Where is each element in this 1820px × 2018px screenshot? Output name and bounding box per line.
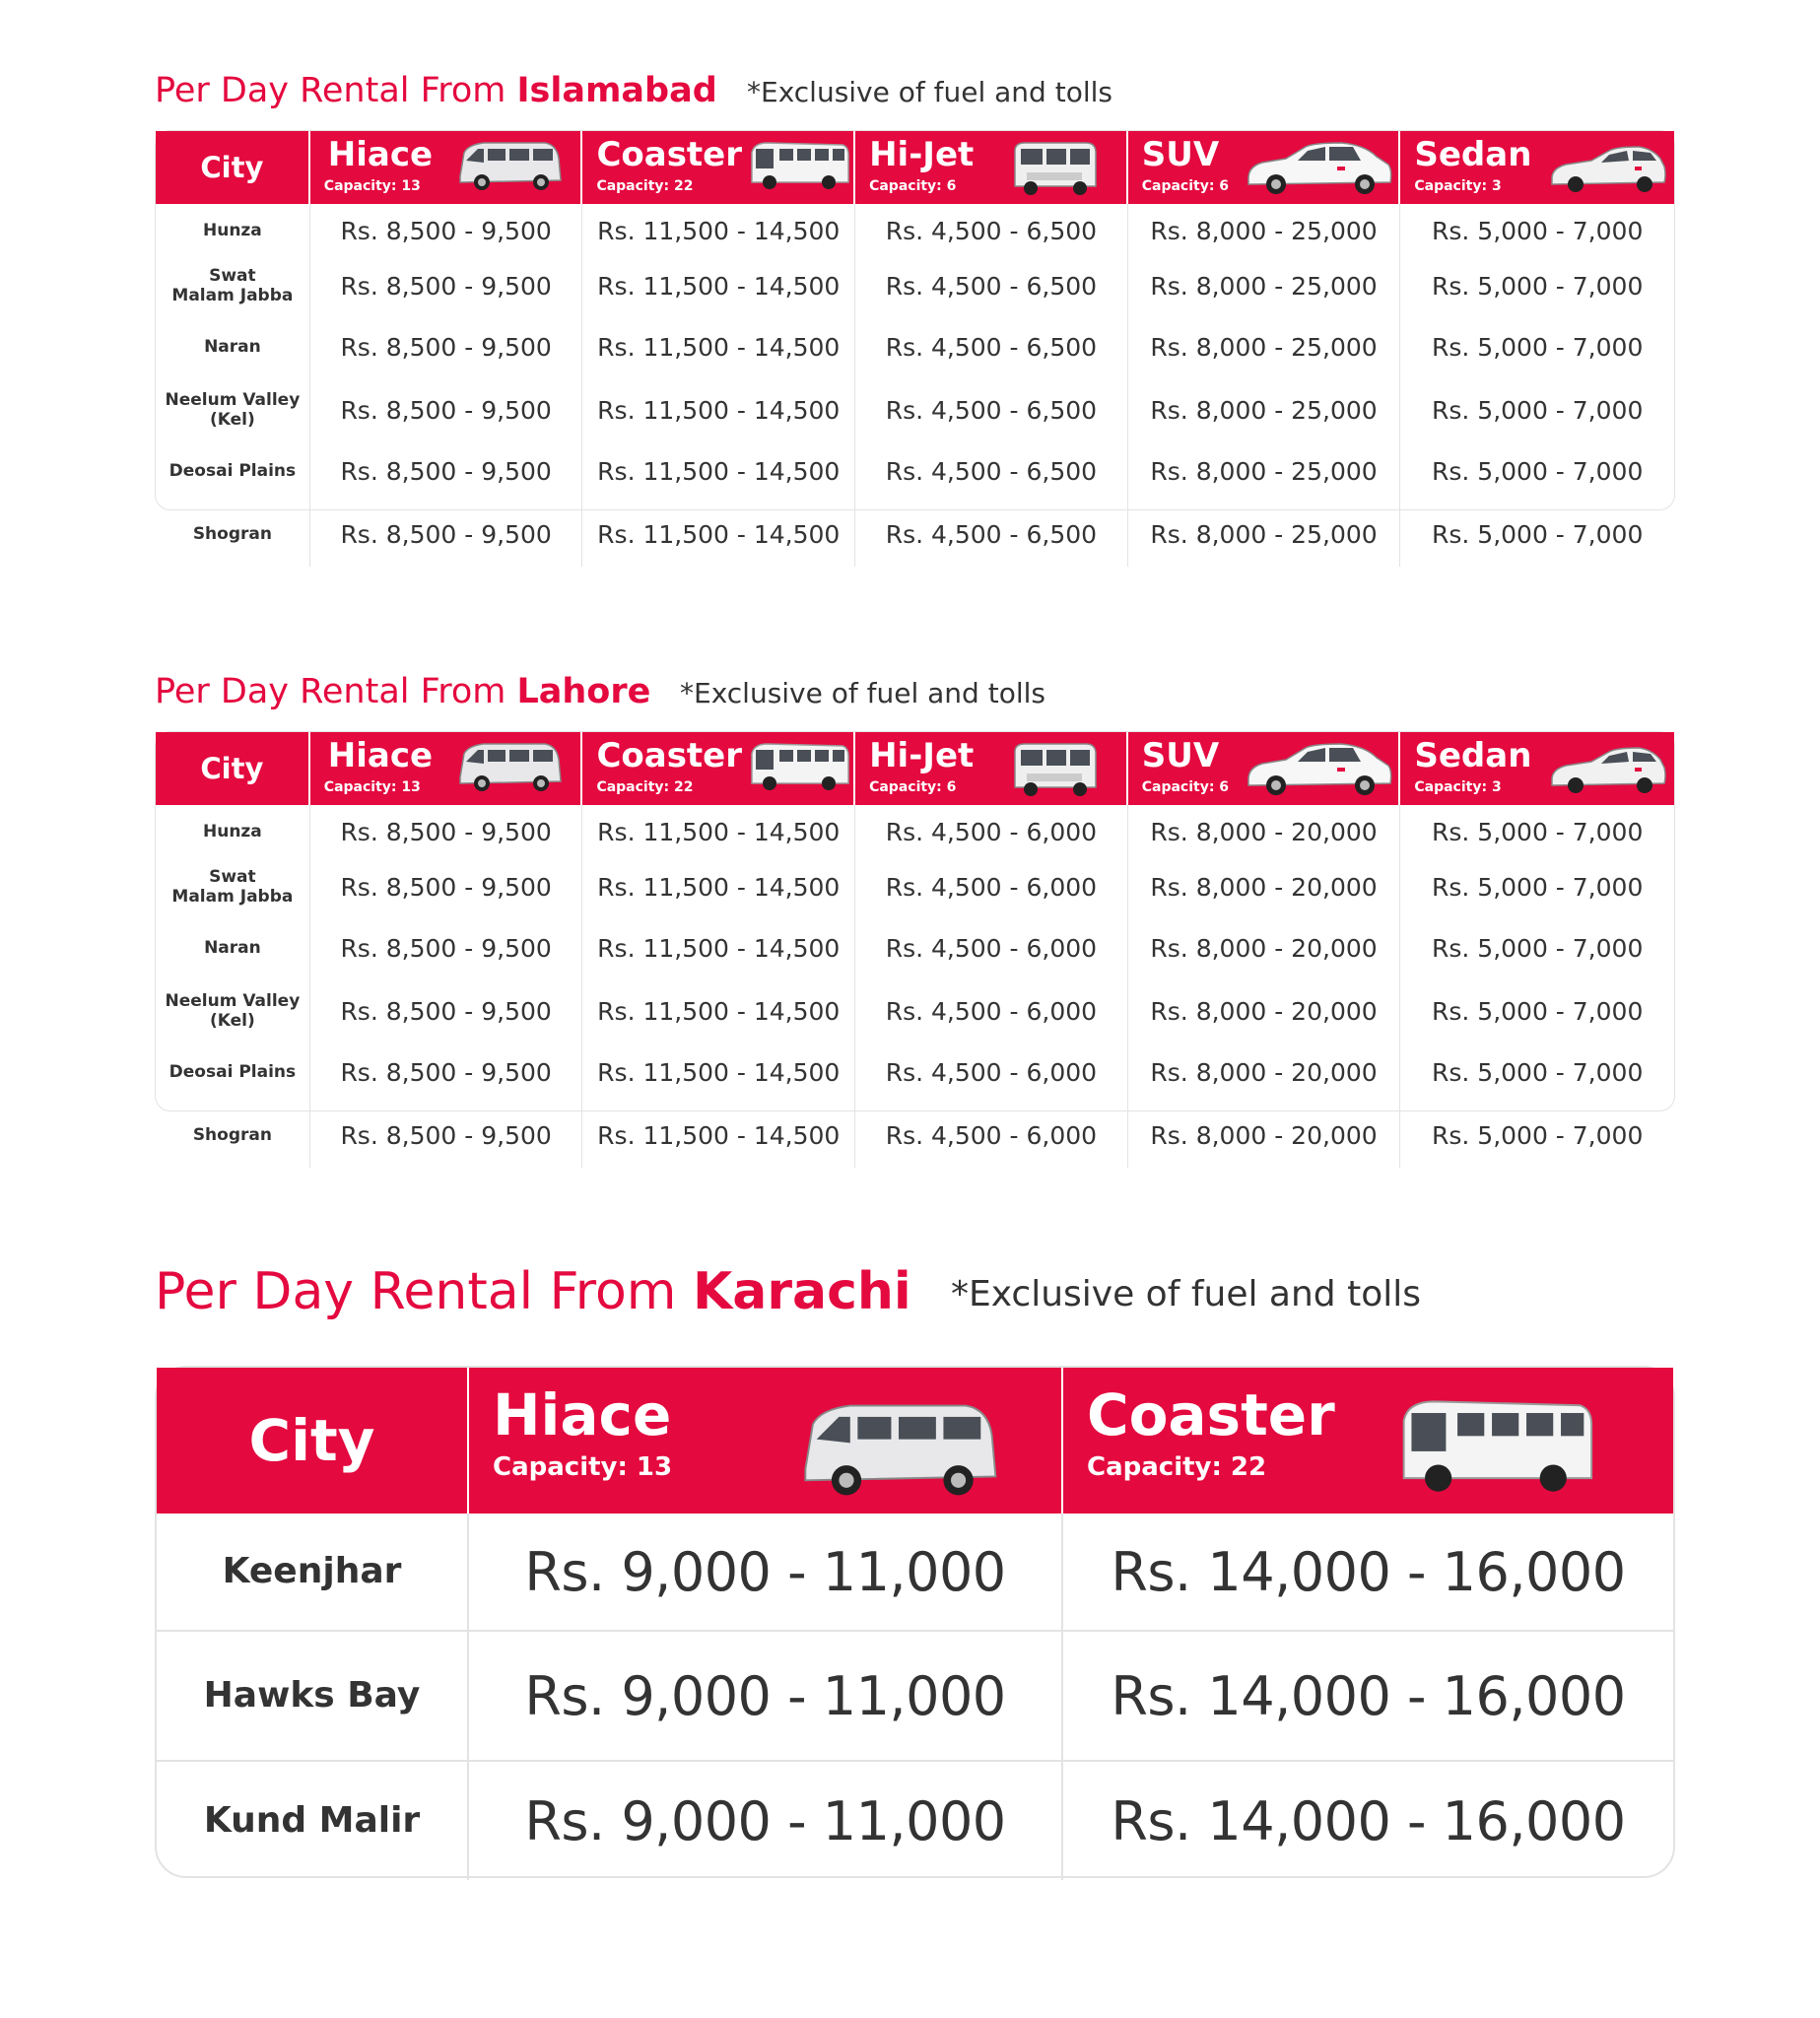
heading-city: Lahore: [516, 672, 651, 711]
price-cell: Rs. 4,500 - 6,500: [855, 204, 1128, 257]
city-header-label: City: [248, 1407, 375, 1474]
vehicle-header-coaster: [582, 732, 855, 805]
table-row: [156, 858, 1674, 915]
price-cell: Rs. 4,500 - 6,000: [855, 915, 1128, 980]
price-cell: Rs. 8,500 - 9,500: [310, 257, 583, 314]
table-row: [156, 204, 1674, 257]
vehicle-capacity: Capacity: 6: [1141, 779, 1230, 795]
suv-icon: [1243, 740, 1394, 799]
price-cell: Rs. 11,500 - 14,500: [582, 980, 855, 1042]
islamabad-section: [155, 59, 1675, 591]
price-cell: Rs. 8,000 - 25,000: [1128, 314, 1401, 379]
table-body: [157, 1514, 1673, 1880]
vehicle-header-suv: [1128, 131, 1401, 204]
table-row: [156, 915, 1674, 980]
price-cell: Rs. 11,500 - 14,500: [582, 858, 855, 915]
price-cell: Rs. 8,000 - 20,000: [1128, 858, 1401, 915]
city-header-label: City: [200, 752, 264, 785]
price-cell: Rs. 8,500 - 9,500: [310, 440, 583, 502]
price-cell: Rs. 8,500 - 9,500: [310, 980, 583, 1042]
price-cell: Rs. 4,500 - 6,500: [855, 440, 1128, 502]
vehicle-name: Hiace: [327, 736, 434, 775]
vehicle-capacity: Capacity: 22: [596, 178, 694, 194]
table-row: [157, 1760, 1673, 1880]
vehicle-name: Coaster: [596, 736, 743, 775]
heading-prefix: Per Day Rental From: [155, 672, 517, 711]
table-header: [156, 131, 1674, 204]
city-column-header: [157, 1368, 469, 1514]
vehicle-header-suv: [1128, 732, 1401, 805]
price-cell: Rs. 5,000 - 7,000: [1432, 456, 1644, 486]
price-cell: Rs. 8,000 - 20,000: [1128, 1103, 1401, 1168]
vehicle-name: Hi-Jet: [869, 736, 975, 775]
vehicle-capacity: Capacity: 13: [323, 779, 421, 795]
price-cell: Rs. 4,500 - 6,000: [855, 858, 1128, 915]
heading-city: Karachi: [692, 1262, 911, 1321]
suv-icon: [1243, 139, 1394, 198]
city-cell: Swat Malam Jabba: [156, 257, 310, 314]
section-heading: [155, 1262, 911, 1321]
vehicle-capacity: Capacity: 22: [1087, 1452, 1267, 1482]
table-row: [156, 440, 1674, 502]
table-row: [156, 379, 1674, 440]
price-cell: Rs. 8,000 - 20,000: [1128, 980, 1401, 1042]
vehicle-header-hiace: [310, 131, 583, 204]
city-cell: Shogran: [156, 1103, 310, 1168]
vehicle-name: SUV: [1141, 736, 1220, 775]
table-body: [156, 805, 1674, 1168]
price-cell: Rs. 4,500 - 6,500: [855, 314, 1128, 379]
price-cell: Rs. 11,500 - 14,500: [582, 915, 855, 980]
table-header: [157, 1368, 1673, 1514]
price-cell: Rs. 14,000 - 16,000: [1111, 1664, 1626, 1727]
vehicle-name: SUV: [1141, 135, 1220, 174]
price-cell: Rs. 8,000 - 25,000: [1128, 502, 1401, 567]
vehicle-name: Sedan: [1414, 736, 1532, 775]
price-cell: Rs. 8,500 - 9,500: [310, 502, 583, 567]
price-cell: Rs. 8,000 - 25,000: [1128, 379, 1401, 440]
table-row: [156, 980, 1674, 1042]
price-cell: Rs. 9,000 - 11,000: [469, 1762, 1063, 1880]
price-cell: Rs. 9,000 - 11,000: [469, 1632, 1063, 1760]
vehicle-name: Coaster: [1087, 1381, 1335, 1448]
price-cell: Rs. 4,500 - 6,500: [855, 502, 1128, 567]
bus-icon: [746, 137, 850, 196]
fuel-note: *Exclusive of fuel and tolls: [747, 76, 1112, 108]
price-cell: Rs. 5,000 - 7,000: [1432, 933, 1644, 963]
city-cell: Naran: [156, 314, 310, 379]
price-cell: Rs. 11,500 - 14,500: [582, 502, 855, 567]
price-cell: Rs. 5,000 - 7,000: [1432, 216, 1644, 245]
city-column-header: [156, 131, 310, 204]
vehicle-capacity: Capacity: 3: [1414, 178, 1502, 194]
price-cell: Rs. 8,500 - 9,500: [310, 204, 583, 257]
price-cell: Rs. 11,500 - 14,500: [582, 314, 855, 379]
van-icon: [454, 738, 565, 797]
price-cell: Rs. 5,000 - 7,000: [1432, 817, 1644, 846]
price-cell: Rs. 5,000 - 7,000: [1432, 519, 1644, 549]
vehicle-capacity: Capacity: 3: [1414, 779, 1502, 795]
price-cell: Rs. 4,500 - 6,000: [855, 1103, 1128, 1168]
table-row: [156, 1042, 1674, 1103]
city-cell: Deosai Plains: [156, 1042, 310, 1103]
section-heading: [155, 672, 650, 711]
table-row: [156, 314, 1674, 379]
price-cell: Rs. 5,000 - 7,000: [1432, 872, 1644, 902]
sedan-icon: [1548, 744, 1668, 797]
vehicle-header-hi-jet: [855, 732, 1128, 805]
price-cell: Rs. 11,500 - 14,500: [582, 379, 855, 440]
price-cell: Rs. 5,000 - 7,000: [1432, 271, 1644, 301]
vehicle-name: Hiace: [327, 135, 434, 174]
vehicle-header-hi-jet: [855, 131, 1128, 204]
price-cell: Rs. 8,000 - 25,000: [1128, 440, 1401, 502]
price-cell: Rs. 14,000 - 16,000: [1111, 1789, 1626, 1852]
price-cell: Rs. 8,000 - 20,000: [1128, 1042, 1401, 1103]
table-row: [157, 1630, 1673, 1760]
city-cell: Hawks Bay: [157, 1632, 469, 1760]
price-cell: Rs. 4,500 - 6,000: [855, 980, 1128, 1042]
vehicle-name: Hi-Jet: [869, 135, 975, 174]
table-row: [156, 805, 1674, 858]
price-cell: Rs. 11,500 - 14,500: [582, 440, 855, 502]
city-cell: Swat Malam Jabba: [156, 858, 310, 915]
city-cell: Kund Malir: [157, 1762, 469, 1880]
price-cell: Rs. 11,500 - 14,500: [582, 257, 855, 314]
table-row: [156, 1103, 1674, 1168]
bus-icon: [1392, 1389, 1595, 1506]
rental-table-lahore: [155, 731, 1675, 1150]
karachi-section: [155, 1256, 1675, 1887]
price-cell: Rs. 5,000 - 7,000: [1432, 332, 1644, 362]
bus-icon: [746, 738, 850, 797]
price-cell: Rs. 11,500 - 14,500: [582, 805, 855, 858]
price-cell: Rs. 8,500 - 9,500: [310, 1042, 583, 1103]
section-heading: [155, 71, 717, 110]
city-column-header: [156, 732, 310, 805]
vehicle-capacity: Capacity: 22: [596, 779, 694, 795]
van-icon: [454, 137, 565, 196]
city-cell: Hunza: [156, 805, 310, 858]
rental-table-karachi: [155, 1366, 1675, 1878]
rental-table-islamabad: [155, 130, 1675, 549]
price-cell: Rs. 4,500 - 6,500: [855, 379, 1128, 440]
table-row: [156, 502, 1674, 567]
vehicle-header-coaster: [1063, 1368, 1673, 1514]
price-cell: Rs. 8,500 - 9,500: [310, 379, 583, 440]
price-cell: Rs. 4,500 - 6,000: [855, 1042, 1128, 1103]
vehicle-header-sedan: [1400, 131, 1674, 204]
heading-prefix: Per Day Rental From: [155, 71, 517, 110]
price-cell: Rs. 11,500 - 14,500: [582, 204, 855, 257]
vehicle-name: Coaster: [596, 135, 743, 174]
price-cell: Rs. 8,000 - 20,000: [1128, 805, 1401, 858]
price-cell: Rs. 5,000 - 7,000: [1432, 1120, 1644, 1150]
vehicle-capacity: Capacity: 6: [869, 178, 957, 194]
price-cell: Rs. 9,000 - 11,000: [469, 1514, 1063, 1630]
city-cell: Keenjhar: [157, 1514, 469, 1630]
vehicle-name: Sedan: [1414, 135, 1532, 174]
price-cell: Rs. 4,500 - 6,500: [855, 257, 1128, 314]
van-icon: [794, 1393, 1003, 1508]
vehicle-capacity: Capacity: 13: [323, 178, 421, 194]
sedan-icon: [1548, 143, 1668, 196]
price-cell: Rs. 5,000 - 7,000: [1432, 395, 1644, 425]
city-cell: Hunza: [156, 204, 310, 257]
vehicle-capacity: Capacity: 6: [869, 779, 957, 795]
city-cell: Neelum Valley (Kel): [156, 980, 310, 1042]
vehicle-capacity: Capacity: 13: [493, 1452, 673, 1482]
vehicle-header-sedan: [1400, 732, 1674, 805]
price-cell: Rs. 8,500 - 9,500: [310, 858, 583, 915]
city-cell: Naran: [156, 915, 310, 980]
price-cell: Rs. 4,500 - 6,000: [855, 805, 1128, 858]
price-cell: Rs. 5,000 - 7,000: [1432, 1057, 1644, 1087]
price-cell: Rs. 8,500 - 9,500: [310, 314, 583, 379]
vehicle-header-hiace: [469, 1368, 1063, 1514]
vehicle-capacity: Capacity: 6: [1141, 178, 1230, 194]
heading-prefix: Per Day Rental From: [155, 1262, 693, 1321]
city-cell: Neelum Valley (Kel): [156, 379, 310, 440]
city-header-label: City: [200, 151, 264, 184]
table-header: [156, 732, 1674, 805]
fuel-note: *Exclusive of fuel and tolls: [951, 1274, 1421, 1314]
heading-city: Islamabad: [516, 71, 717, 110]
price-cell: Rs. 8,500 - 9,500: [310, 1103, 583, 1168]
table-row: [157, 1514, 1673, 1630]
price-cell: Rs. 8,000 - 25,000: [1128, 257, 1401, 314]
vehicle-header-coaster: [582, 131, 855, 204]
city-cell: Deosai Plains: [156, 440, 310, 502]
price-cell: Rs. 8,000 - 25,000: [1128, 204, 1401, 257]
price-cell: Rs. 8,500 - 9,500: [310, 805, 583, 858]
price-cell: Rs. 11,500 - 14,500: [582, 1103, 855, 1168]
price-cell: Rs. 8,000 - 20,000: [1128, 915, 1401, 980]
city-cell: Shogran: [156, 502, 310, 567]
table-body: [156, 204, 1674, 567]
price-cell: Rs. 5,000 - 7,000: [1432, 996, 1644, 1026]
lahore-section: [155, 660, 1675, 1192]
price-cell: Rs. 8,500 - 9,500: [310, 915, 583, 980]
mini-van-icon: [1007, 738, 1102, 799]
price-cell: Rs. 11,500 - 14,500: [582, 1042, 855, 1103]
mini-van-icon: [1007, 137, 1102, 198]
price-cell: Rs. 14,000 - 16,000: [1111, 1540, 1626, 1603]
table-row: [156, 257, 1674, 314]
fuel-note: *Exclusive of fuel and tolls: [680, 677, 1045, 709]
vehicle-header-hiace: [310, 732, 583, 805]
vehicle-name: Hiace: [493, 1381, 672, 1448]
